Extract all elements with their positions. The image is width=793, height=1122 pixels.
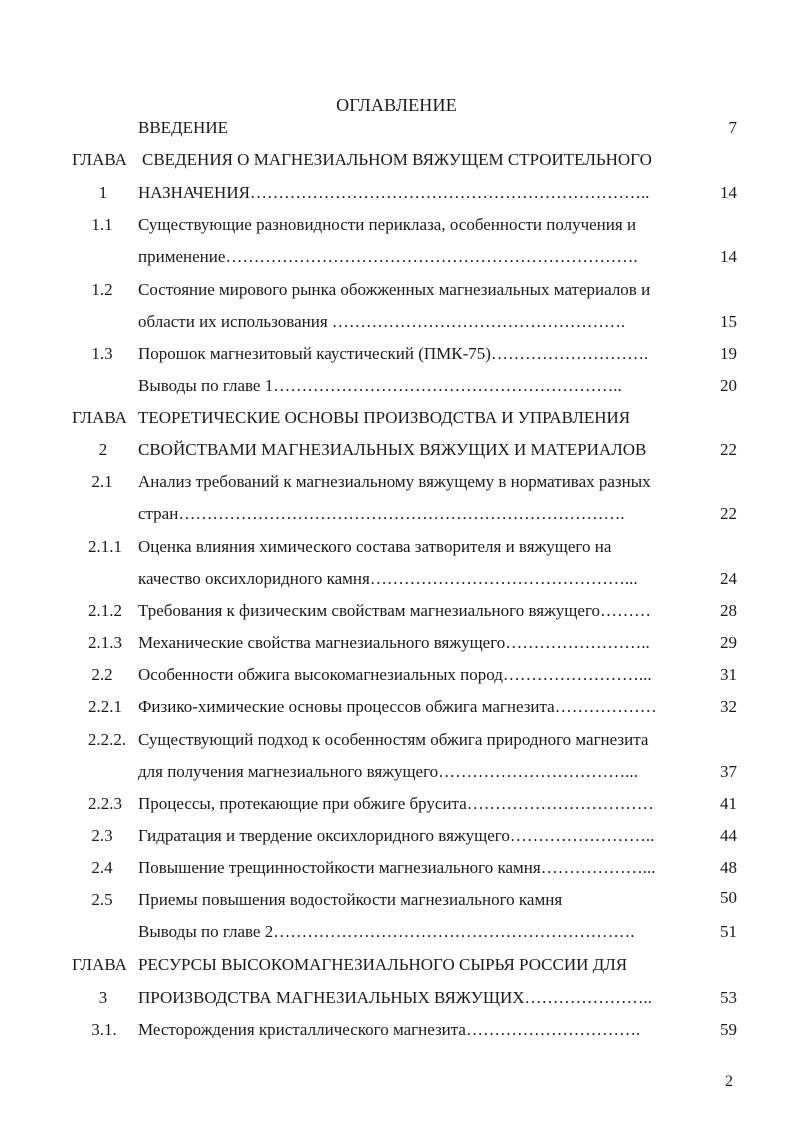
chapter2-number: 2 [98, 440, 108, 459]
toc-item-page: 22 [720, 504, 737, 523]
toc-item-text: Месторождения кристаллического магнезита…………………………. [138, 1020, 641, 1039]
toc-item-text: Состояние мирового рынка обожженных магнезиальных материалов и [138, 280, 651, 299]
toc-item-text-cont: качество оксихлоридного камня………………………………………... [138, 569, 638, 588]
chapter1-page: 14 [720, 183, 737, 202]
toc-item-number: 2.1 [91, 472, 113, 491]
chapter3-title-line1: РЕСУРСЫ ВЫСОКОМАГНЕЗИАЛЬНОГО СЫРЬЯ РОССИИ ДЛЯ [138, 955, 628, 974]
toc-item-number: 2.1.2 [88, 601, 122, 620]
toc-item-number: 2.4 [91, 858, 113, 877]
chapter3-page: 53 [720, 988, 737, 1007]
toc-item-number: 2.1.3 [88, 633, 122, 652]
toc-item-number: 1.1 [91, 215, 113, 234]
toc-item-page: 28 [720, 601, 737, 620]
chapter2-page: 22 [720, 440, 737, 459]
chapter1-title-line1: СВЕДЕНИЯ О МАГНЕЗИАЛЬНОМ ВЯЖУЩЕМ СТРОИТЕЛЬНОГО [142, 150, 652, 169]
toc-item-text: Порошок магнезитовый каустический (ПМК-75)………………………. [138, 344, 649, 363]
toc-item-number: 2.2.2. [87, 730, 127, 749]
toc-item-page: 14 [720, 247, 737, 266]
toc-item-text: Существующие разновидности периклаза, особенности получения и [138, 215, 637, 234]
chapter2-title-line1: ТЕОРЕТИЧЕСКИЕ ОСНОВЫ ПРОИЗВОДСТВА И УПРАВЛЕНИЯ [138, 408, 631, 427]
toc-item-number: 1.3 [91, 344, 113, 363]
toc-item-page: 24 [720, 569, 737, 588]
chapter2-title-line2: СВОЙСТВАМИ МАГНЕЗИАЛЬНЫХ ВЯЖУЩИХ И МАТЕРИАЛОВ [138, 440, 647, 459]
toc-item-page: 59 [720, 1020, 737, 1039]
toc-item-text: Выводы по главе 1…………………………………………………….. [138, 376, 622, 395]
chapter1-label: ГЛАВА [72, 150, 127, 169]
toc-item-number: 1.2 [91, 280, 113, 299]
toc-item-text: Процессы, протекающие при обжиге брусита…………………………… [138, 794, 654, 813]
toc-intro-page: 7 [728, 118, 737, 137]
toc-title: ОГЛАВЛЕНИЕ [336, 95, 457, 115]
toc-item-page: 41 [720, 794, 737, 813]
chapter3-title-line2: ПРОИЗВОДСТВА МАГНЕЗИАЛЬНЫХ ВЯЖУЩИХ………………….. [138, 988, 653, 1007]
chapter3-label: ГЛАВА [72, 955, 127, 974]
toc-item-page: 31 [720, 665, 737, 684]
toc-item-number: 2.5 [91, 890, 113, 909]
toc-item-number: 2.2.1 [88, 697, 122, 716]
toc-item-page: 37 [720, 762, 737, 781]
toc-item-text-cont: применение………………………………………………………………. [138, 247, 638, 266]
toc-item-text: Приемы повышения водостойкости магнезиального камня [138, 890, 563, 909]
toc-item-text: Выводы по главе 2………………………………………………………. [138, 922, 635, 941]
toc-item-page: 50 [720, 888, 737, 907]
chapter2-label: ГЛАВА [72, 408, 127, 427]
toc-item-number: 2.2 [91, 665, 113, 684]
toc-item-text: Особенности обжига высокомагнезиальных пород……………………... [138, 665, 652, 684]
toc-item-page: 48 [720, 858, 737, 877]
toc-item-page: 15 [720, 312, 737, 331]
toc-item-text: Физико-химические основы процессов обжига магнезита……………… [138, 697, 657, 716]
toc-item-text: Оценка влияния химического состава затворителя и вяжущего на [138, 537, 612, 556]
toc-item-number: 2.3 [91, 826, 113, 845]
toc-item-number: 2.1.1 [88, 537, 122, 556]
toc-item-page: 29 [720, 633, 737, 652]
toc-intro-label: ВВЕДЕНИЕ [138, 118, 228, 137]
toc-item-text: Требования к физическим свойствам магнезиального вяжущего……… [138, 601, 651, 620]
toc-item-page: 32 [720, 697, 737, 716]
toc-item-text: Механические свойства магнезиального вяжущего…………………….. [138, 633, 650, 652]
toc-item-number: 2.2.3 [88, 794, 122, 813]
toc-item-page: 44 [720, 826, 737, 845]
toc-item-text: Гидратация и твердение оксихлоридного вяжущего…………………….. [138, 826, 655, 845]
page-number: 2 [725, 1073, 733, 1090]
chapter3-number: 3 [98, 988, 108, 1007]
toc-item-page: 19 [720, 344, 737, 363]
toc-item-page: 20 [720, 376, 737, 395]
toc-item-text: Существующий подход к особенностям обжига природного магнезита [138, 730, 649, 749]
toc-item-text-cont: области их использования ……………………………………………. [138, 312, 626, 331]
toc-item-text: Повышение трещинностойкости магнезиального камня………………... [138, 858, 656, 877]
toc-item-text-cont: для получения магнезиального вяжущего……………………………... [138, 762, 638, 781]
toc-item-number: 3.1. [91, 1020, 117, 1039]
chapter1-title-line2: НАЗНАЧЕНИЯ…………………………………………………………….. [138, 183, 650, 202]
toc-item-text-cont: стран……………………………………………………………………. [138, 504, 625, 523]
chapter1-number: 1 [98, 183, 108, 202]
toc-item-page: 51 [720, 922, 737, 941]
toc-item-text: Анализ требований к магнезиальному вяжущему в нормативах разных [138, 472, 651, 491]
